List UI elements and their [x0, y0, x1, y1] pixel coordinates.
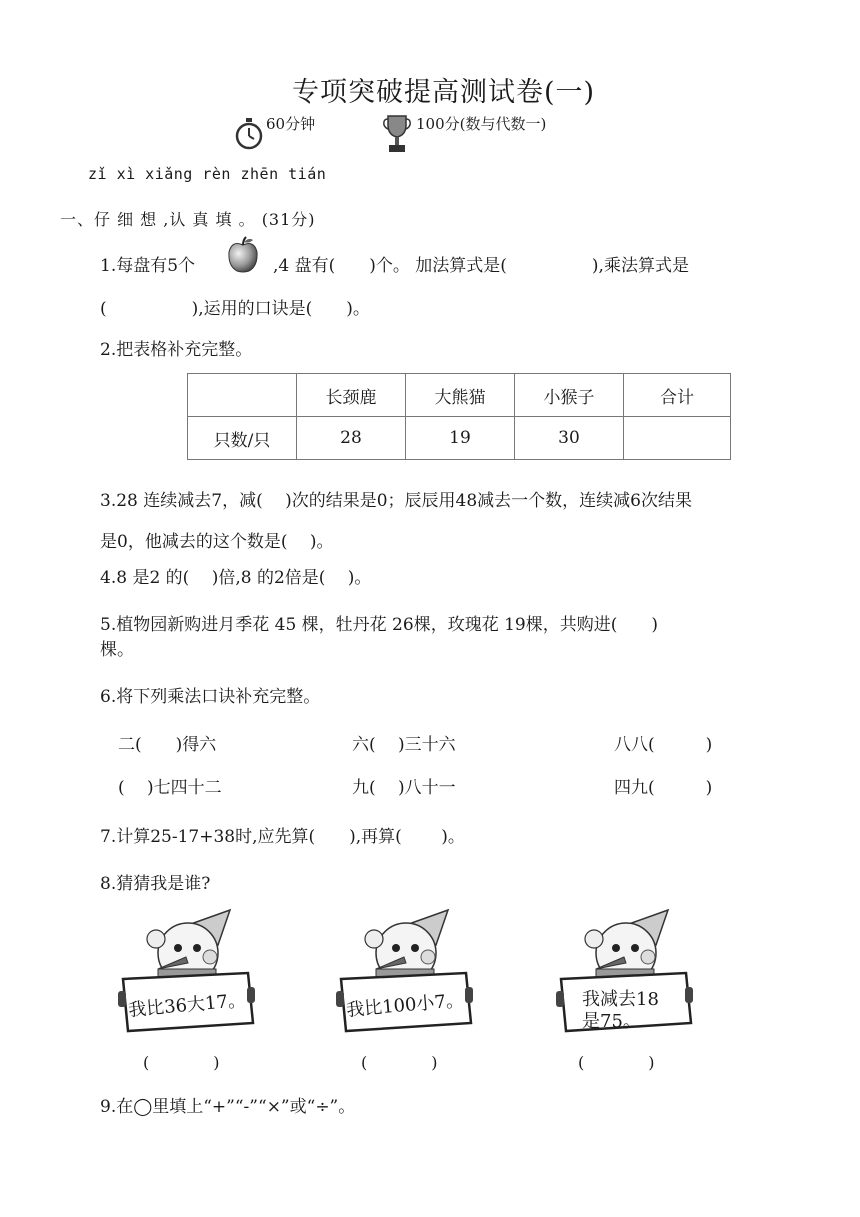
- answer-blank: ( ): [361, 1053, 438, 1072]
- question-8: 8.猜猜我是谁?: [100, 874, 211, 894]
- question-1-part-a: 1.每盘有5个: [100, 256, 196, 276]
- koujue-item: ( )七四十二: [118, 778, 222, 798]
- time-limit: 60分钟: [266, 115, 316, 133]
- question-3-line-1: 3.28 连续减去7，减( )次的结果是0；辰辰用48减去一个数，连续减6次结果: [100, 491, 693, 511]
- question-4: 4.8 是2 的( )倍,8 的2倍是( )。: [100, 568, 372, 588]
- question-1-part-c: ( ),运用的口诀是( )。: [100, 299, 370, 319]
- table-header-cell: 长颈鹿: [297, 374, 406, 417]
- pinyin-line: zǐ xì xiǎng rèn zhēn tián: [88, 165, 327, 183]
- question-1-part-b: ,4 盘有( )个。 加法算式是( ),乘法算式是: [273, 256, 689, 276]
- table-cell: 28: [297, 417, 406, 460]
- koujue-item: 六( )三十六: [352, 735, 456, 755]
- snowman-card-3: [556, 905, 696, 1035]
- table-cell: 只数/只: [188, 417, 297, 460]
- question-2: 2.把表格补充完整。: [100, 340, 253, 360]
- sign-text: 我比100小7。: [345, 989, 465, 1022]
- stopwatch-icon: [234, 117, 264, 151]
- answer-blank: ( ): [578, 1053, 655, 1072]
- table-row: [188, 417, 731, 460]
- koujue-item: 二( )得六: [118, 735, 217, 755]
- table-header-cell: 合计: [624, 374, 731, 417]
- koujue-item: 八八( ): [614, 735, 713, 755]
- sign-text: 我比36大17。: [127, 989, 247, 1022]
- answer-blank: ( ): [143, 1053, 220, 1072]
- koujue-item: 四九( ): [614, 778, 713, 798]
- table-cell: 30: [515, 417, 624, 460]
- section-heading: 一、仔 细 想 ,认 真 填 。 (31分): [60, 210, 316, 229]
- question-5-line-2: 棵。: [100, 640, 134, 660]
- koujue-item: 九( )八十一: [352, 778, 456, 798]
- question-3-line-2: 是0，他减去的这个数是( )。: [100, 532, 334, 552]
- trophy-icon: [383, 113, 411, 155]
- score-info: 100分(数与代数一): [416, 115, 547, 133]
- animal-count-table: [187, 373, 731, 460]
- table-header-cell: 大熊猫: [406, 374, 515, 417]
- snowman-card-2: [336, 905, 476, 1035]
- table-cell: [624, 417, 731, 460]
- question-6: 6.将下列乘法口诀补充完整。: [100, 687, 321, 707]
- snowman-card-1: [118, 905, 258, 1035]
- table-header-row: [188, 374, 731, 417]
- question-9: 9.在◯里填上“+”“-”“×”或“÷”。: [100, 1097, 356, 1117]
- sign-text: 我减去18: [582, 989, 659, 1010]
- table-cell: 19: [406, 417, 515, 460]
- apple-icon: [226, 236, 260, 274]
- question-5-line-1: 5.植物园新购进月季花 45 棵，牡丹花 26棵，玫瑰花 19棵，共购进( ): [100, 615, 658, 635]
- question-7: 7.计算25-17+38时,应先算( ),再算( )。: [100, 827, 465, 847]
- table-header-cell: 小猴子: [515, 374, 624, 417]
- table-header-cell: [188, 374, 297, 417]
- sign-text: 是75。: [582, 1011, 641, 1032]
- page-title: 专项突破提高测试卷(一): [292, 77, 596, 108]
